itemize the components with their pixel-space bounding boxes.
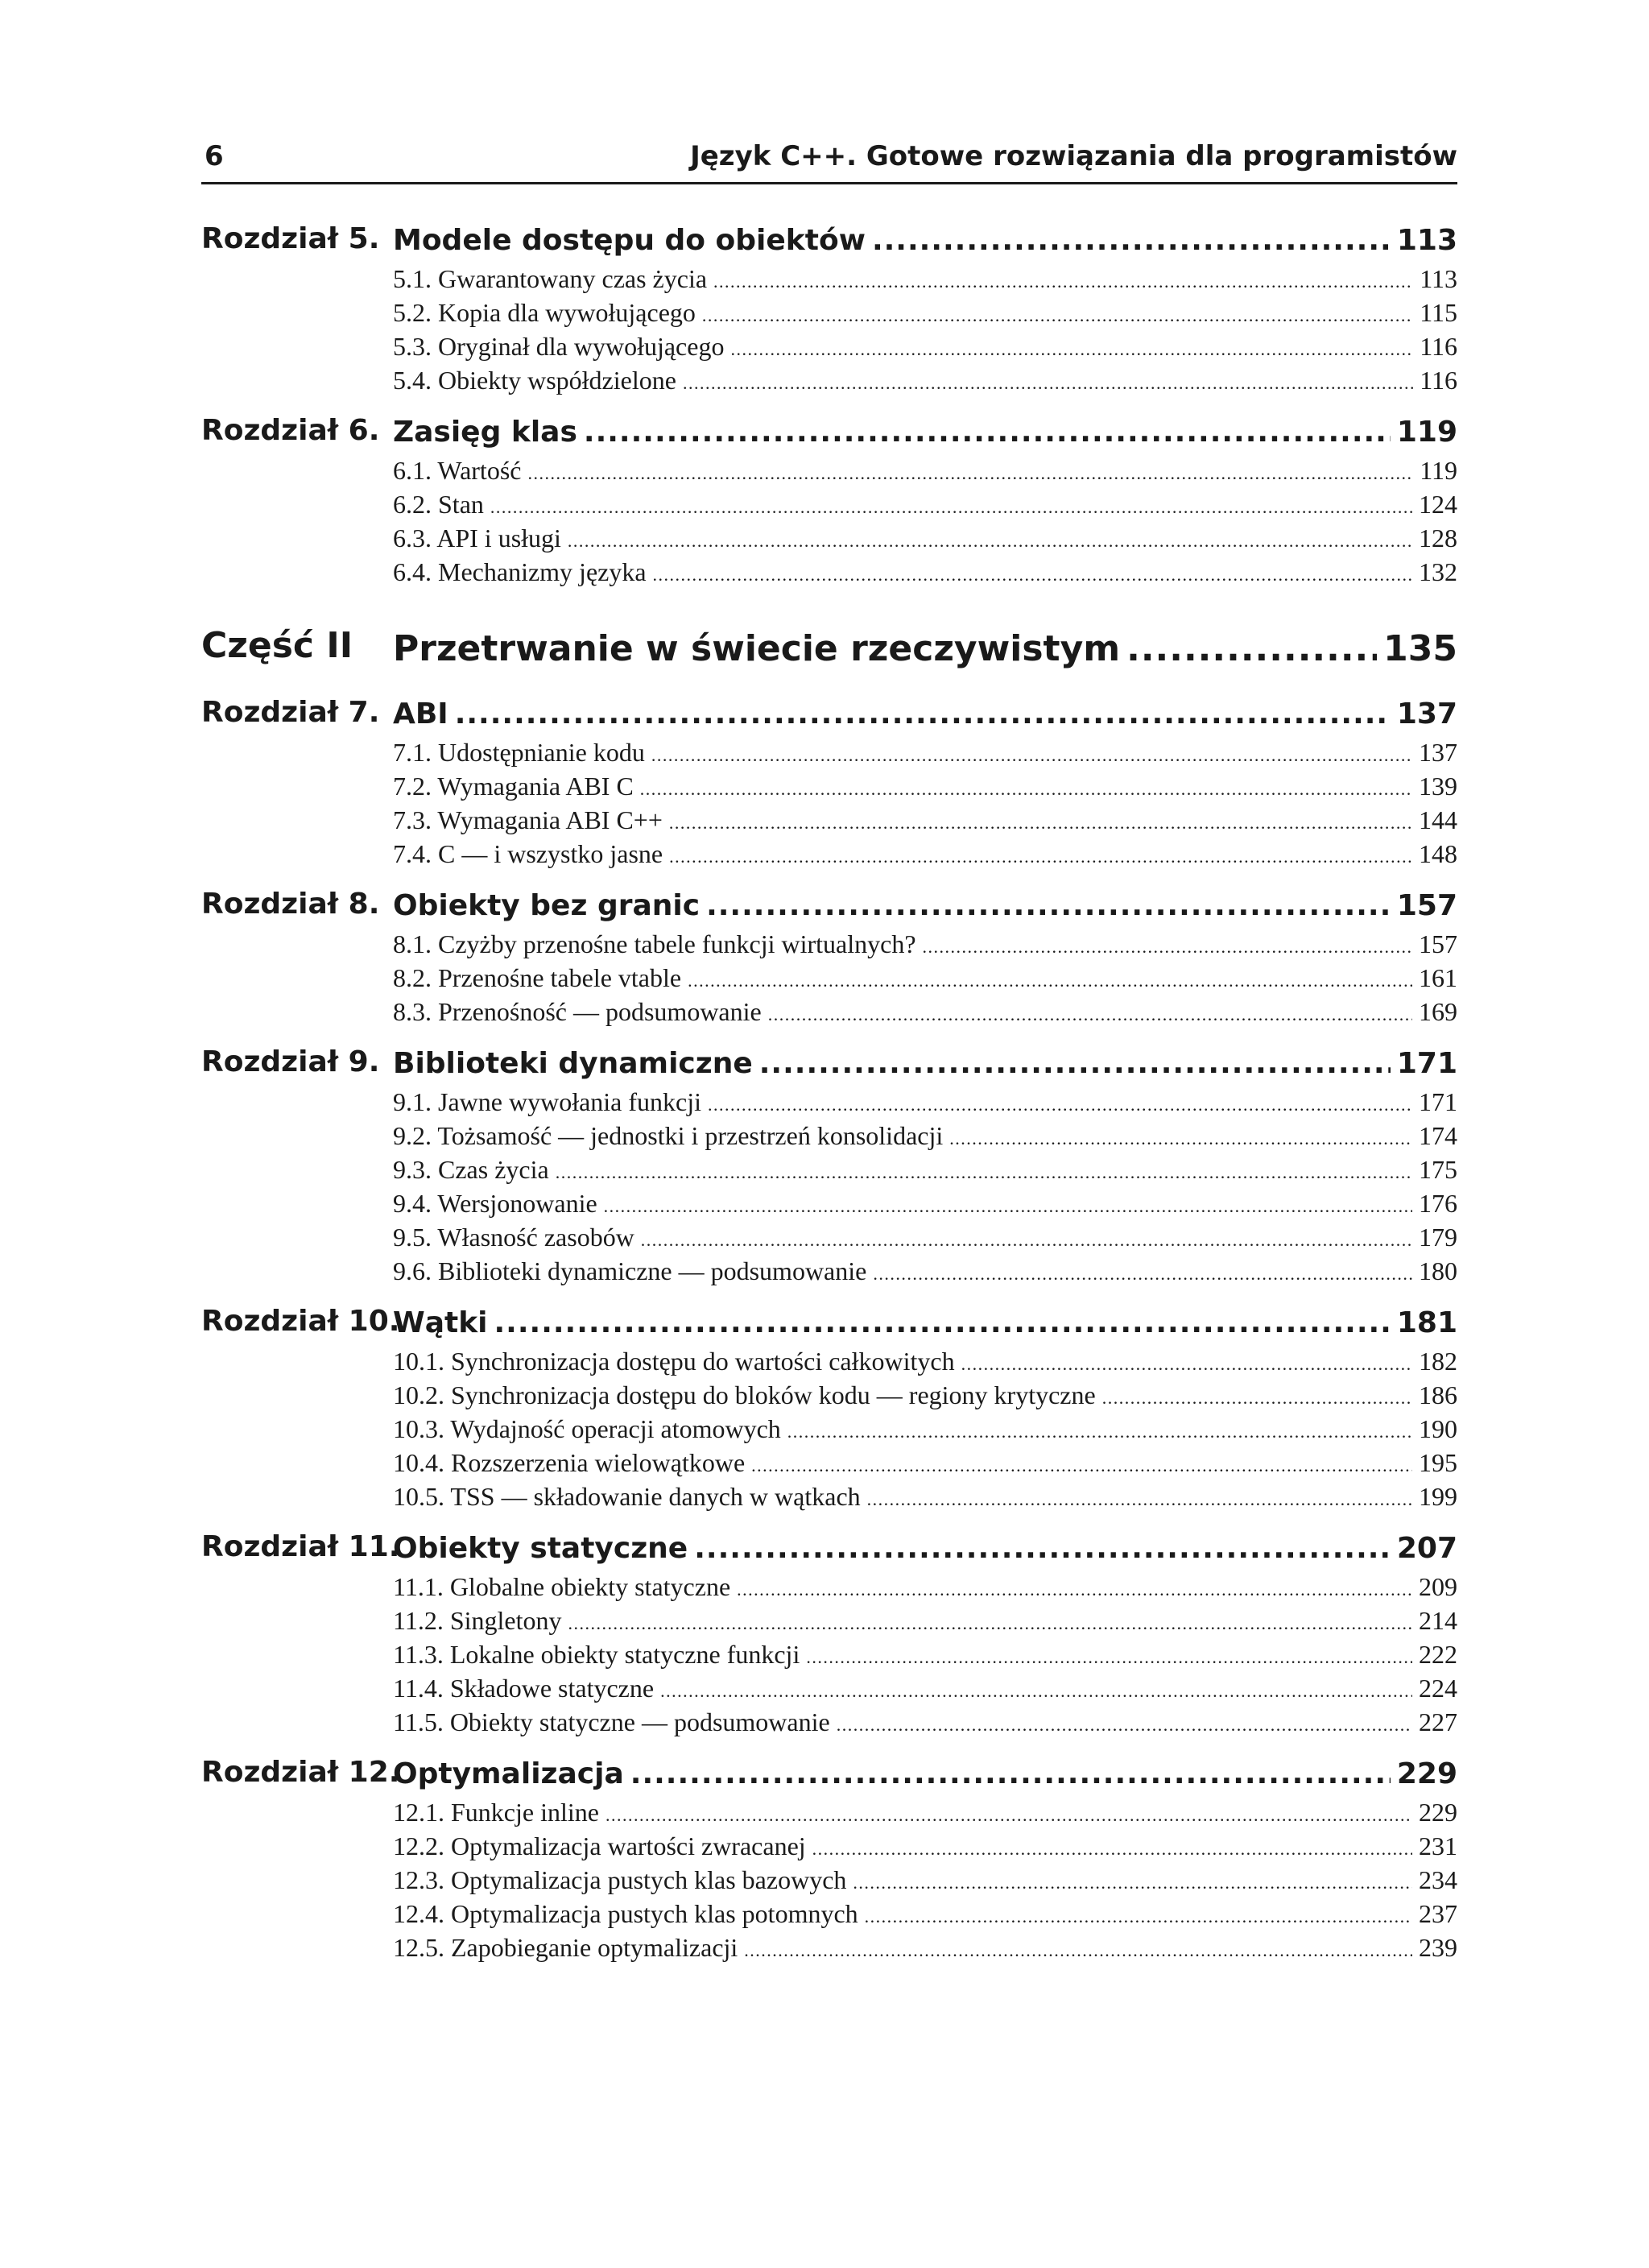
section-page: 195	[1419, 1448, 1457, 1477]
section-page: 113	[1420, 264, 1457, 293]
section-page: 224	[1419, 1674, 1457, 1703]
dot-leader	[949, 1121, 1412, 1151]
dot-leader	[688, 963, 1412, 993]
dot-leader	[694, 1532, 1391, 1565]
dot-leader	[640, 772, 1412, 801]
section-entry[interactable]	[201, 298, 1457, 332]
section-title: 12.3. Optymalizacja pustych klas bazowych	[393, 1865, 847, 1894]
section-page: 161	[1419, 963, 1457, 992]
chapter-label: Rozdział 11.	[201, 1530, 400, 1563]
section-title: 5.3. Oryginał dla wywołującego	[393, 332, 725, 361]
dot-leader	[653, 557, 1412, 587]
dot-leader	[737, 1572, 1412, 1602]
chapter-entry[interactable]	[201, 881, 1457, 929]
dot-leader	[961, 1347, 1412, 1376]
toc-chapter	[201, 1524, 1457, 1741]
chapter-title: Modele dostępu do obiektów	[393, 223, 866, 257]
section-entry[interactable]	[201, 1707, 1457, 1741]
section-page: 231	[1419, 1831, 1457, 1860]
section-title: 11.4. Składowe statyczne	[393, 1674, 655, 1703]
section-title: 8.2. Przenośne tabele vtable	[393, 963, 682, 992]
chapter-entry[interactable]	[201, 1749, 1457, 1798]
section-entry[interactable]	[201, 1223, 1457, 1256]
section-entry[interactable]	[201, 1606, 1457, 1640]
section-page: 190	[1419, 1414, 1457, 1443]
toc-chapter	[201, 689, 1457, 873]
toc-chapter	[201, 408, 1457, 591]
chapter-page: 171	[1396, 1046, 1457, 1080]
section-entry[interactable]	[201, 1798, 1457, 1831]
dot-leader	[568, 1606, 1412, 1636]
section-title: 10.5. TSS — składowanie danych w wątkach	[393, 1482, 861, 1511]
dot-leader	[630, 1757, 1391, 1790]
section-page: 237	[1419, 1899, 1457, 1928]
section-title: 7.1. Udostępnianie kodu	[393, 738, 645, 767]
chapter-entry[interactable]	[201, 1524, 1457, 1572]
section-page: 229	[1419, 1798, 1457, 1827]
section-page: 234	[1419, 1865, 1457, 1894]
section-title: 7.4. C — i wszystko jasne	[393, 839, 663, 868]
section-title: 6.3. API i usługi	[393, 524, 561, 553]
section-title: 6.2. Stan	[393, 490, 484, 519]
section-page: 148	[1419, 839, 1457, 868]
chapter-page: 137	[1396, 697, 1457, 730]
section-entry[interactable]	[201, 332, 1457, 366]
dot-leader	[556, 1155, 1412, 1185]
section-entry[interactable]	[201, 963, 1457, 997]
chapter-title: Wątki	[393, 1306, 488, 1339]
dot-leader	[660, 1674, 1412, 1703]
section-title: 10.3. Wydajność operacji atomowych	[393, 1414, 781, 1443]
chapter-page: 113	[1396, 223, 1457, 257]
section-entry[interactable]	[201, 1087, 1457, 1121]
section-page: 124	[1419, 490, 1457, 519]
section-entry[interactable]	[201, 1933, 1457, 1967]
section-entry[interactable]	[201, 1256, 1457, 1290]
section-title: 5.4. Obiekty współdzielone	[393, 366, 676, 395]
dot-leader	[702, 298, 1413, 328]
section-page: 132	[1419, 557, 1457, 586]
dot-leader	[494, 1306, 1391, 1339]
section-entry[interactable]	[201, 1380, 1457, 1414]
dot-leader	[865, 1899, 1412, 1929]
section-page: 222	[1419, 1640, 1457, 1669]
chapter-page: 207	[1396, 1531, 1457, 1565]
dot-leader	[683, 366, 1413, 395]
chapter-entry[interactable]	[201, 216, 1457, 264]
section-entry[interactable]	[201, 997, 1457, 1031]
dot-leader	[1126, 628, 1377, 669]
chapter-label: Rozdział 9.	[201, 1045, 380, 1078]
chapter-label: Rozdział 5.	[201, 222, 380, 255]
section-page: 139	[1419, 772, 1457, 801]
chapter-label: Rozdział 8.	[201, 888, 380, 921]
section-entry[interactable]	[201, 1189, 1457, 1223]
section-entry[interactable]	[201, 1674, 1457, 1707]
dot-leader	[706, 889, 1391, 922]
section-title: 11.1. Globalne obiekty statyczne	[393, 1572, 731, 1601]
chapter-entry[interactable]	[201, 1298, 1457, 1347]
chapter-page: 157	[1396, 888, 1457, 922]
section-entry[interactable]	[201, 1347, 1457, 1380]
section-title: 9.2. Tożsamość — jednostki i przestrzeń konsolidacji	[393, 1121, 944, 1150]
section-entry[interactable]	[201, 1155, 1457, 1189]
section-page: 144	[1419, 805, 1457, 834]
chapter-page: 229	[1396, 1757, 1457, 1790]
part-label: Część II	[201, 625, 353, 666]
section-title: 5.1. Gwarantowany czas życia	[393, 264, 708, 293]
toc-chapter	[201, 216, 1457, 399]
toc-part	[201, 607, 1457, 689]
section-title: 12.4. Optymalizacja pustych klas potomnych	[393, 1899, 858, 1928]
dot-leader	[1102, 1380, 1412, 1410]
section-entry[interactable]	[201, 557, 1457, 591]
dot-leader	[605, 1798, 1412, 1827]
section-page: 157	[1419, 929, 1457, 958]
chapter-title: Obiekty bez granic	[393, 888, 701, 922]
section-page: 239	[1419, 1933, 1457, 1962]
section-entry[interactable]	[201, 524, 1457, 557]
dot-leader	[872, 224, 1391, 257]
section-title: 9.1. Jawne wywołania funkcji	[393, 1087, 702, 1116]
chapter-label: Rozdział 7.	[201, 696, 380, 729]
chapter-label: Rozdział 12.	[201, 1756, 400, 1789]
dot-leader	[455, 697, 1391, 730]
running-title: Język C++. Gotowe rozwiązania dla programistów	[690, 140, 1457, 172]
section-title: 5.2. Kopia dla wywołującego	[393, 298, 696, 327]
section-title: 10.1. Synchronizacja dostępu do wartości całkowitych	[393, 1347, 955, 1376]
part-title: Przetrwanie w świecie rzeczywistym	[393, 627, 1121, 669]
dot-leader	[604, 1189, 1412, 1219]
dot-leader	[527, 456, 1413, 486]
section-entry[interactable]	[201, 929, 1457, 963]
section-title: 11.2. Singletony	[393, 1606, 562, 1635]
section-page: 176	[1419, 1189, 1457, 1218]
page-number: 6	[205, 140, 224, 172]
section-entry[interactable]	[201, 805, 1457, 839]
section-title: 11.5. Obiekty statyczne — podsumowanie	[393, 1707, 830, 1736]
section-entry[interactable]	[201, 738, 1457, 772]
section-entry[interactable]	[201, 1482, 1457, 1516]
dot-leader	[651, 738, 1412, 768]
toc-chapter	[201, 881, 1457, 1031]
section-title: 11.3. Lokalne obiekty statyczne funkcji	[393, 1640, 800, 1669]
chapter-page: 181	[1396, 1306, 1457, 1339]
section-page: 214	[1419, 1606, 1457, 1635]
section-entry[interactable]	[201, 490, 1457, 524]
section-entry[interactable]	[201, 366, 1457, 399]
section-page: 186	[1419, 1380, 1457, 1409]
section-entry[interactable]	[201, 1899, 1457, 1933]
section-title: 9.3. Czas życia	[393, 1155, 549, 1184]
section-title: 12.5. Zapobieganie optymalizacji	[393, 1933, 738, 1962]
section-title: 12.1. Funkcje inline	[393, 1798, 599, 1827]
table-of-contents	[201, 216, 1457, 1967]
dot-leader	[669, 805, 1412, 835]
section-entry[interactable]	[201, 1572, 1457, 1606]
chapter-label: Rozdział 6.	[201, 414, 380, 447]
page-header	[201, 135, 1457, 184]
toc-chapter	[201, 1749, 1457, 1967]
section-page: 199	[1419, 1482, 1457, 1511]
toc-chapter	[201, 1039, 1457, 1290]
section-page: 182	[1419, 1347, 1457, 1376]
dot-leader	[730, 332, 1413, 362]
dot-leader	[923, 929, 1412, 959]
dot-leader	[713, 264, 1413, 294]
dot-leader	[867, 1482, 1412, 1512]
chapter-title: Biblioteki dynamiczne	[393, 1046, 753, 1080]
part-page: 135	[1383, 627, 1457, 669]
section-entry[interactable]	[201, 1121, 1457, 1155]
chapter-entry[interactable]	[201, 408, 1457, 456]
section-title: 6.1. Wartość	[393, 456, 522, 485]
section-page: 180	[1419, 1256, 1457, 1285]
section-entry[interactable]	[201, 1414, 1457, 1448]
section-entry[interactable]	[201, 264, 1457, 298]
part-entry[interactable]	[201, 607, 1457, 689]
section-title: 12.2. Optymalizacja wartości zwracanej	[393, 1831, 806, 1860]
section-entry[interactable]	[201, 456, 1457, 490]
section-page: 227	[1419, 1707, 1457, 1736]
toc-chapter	[201, 1298, 1457, 1516]
dot-leader	[873, 1256, 1412, 1286]
dot-leader	[787, 1414, 1412, 1444]
section-page: 209	[1419, 1572, 1457, 1601]
dot-leader	[768, 997, 1412, 1027]
section-page: 116	[1420, 332, 1457, 361]
chapter-entry[interactable]	[201, 689, 1457, 738]
dot-leader	[837, 1707, 1412, 1737]
chapter-entry[interactable]	[201, 1039, 1457, 1087]
section-entry[interactable]	[201, 1448, 1457, 1482]
section-title: 9.4. Wersjonowanie	[393, 1189, 597, 1218]
chapter-title: Obiekty statyczne	[393, 1531, 688, 1565]
section-entry[interactable]	[201, 839, 1457, 873]
section-title: 7.3. Wymagania ABI C++	[393, 805, 663, 834]
dot-leader	[806, 1640, 1412, 1670]
dot-leader	[812, 1831, 1412, 1861]
section-page: 128	[1419, 524, 1457, 553]
section-entry[interactable]	[201, 1640, 1457, 1674]
dot-leader	[708, 1087, 1412, 1117]
section-entry[interactable]	[201, 1865, 1457, 1899]
section-page: 115	[1420, 298, 1457, 327]
section-page: 174	[1419, 1121, 1457, 1150]
dot-leader	[751, 1448, 1412, 1478]
section-title: 7.2. Wymagania ABI C	[393, 772, 634, 801]
section-page: 137	[1419, 738, 1457, 767]
section-page: 179	[1419, 1223, 1457, 1252]
chapter-title: Zasięg klas	[393, 415, 577, 449]
section-title: 10.2. Synchronizacja dostępu do bloków kodu — regiony krytyczne	[393, 1380, 1096, 1409]
dot-leader	[568, 524, 1412, 553]
section-page: 169	[1419, 997, 1457, 1026]
section-page: 175	[1419, 1155, 1457, 1184]
section-title: 9.5. Własność zasobów	[393, 1223, 634, 1252]
dot-leader	[853, 1865, 1412, 1895]
chapter-title: ABI	[393, 697, 448, 730]
dot-leader	[584, 416, 1391, 449]
section-title: 8.3. Przenośność — podsumowanie	[393, 997, 762, 1026]
section-title: 10.4. Rozszerzenia wielowątkowe	[393, 1448, 746, 1477]
dot-leader	[490, 490, 1412, 519]
section-title: 8.1. Czyżby przenośne tabele funkcji wirtualnych?	[393, 929, 916, 958]
dot-leader	[641, 1223, 1412, 1252]
dot-leader	[759, 1047, 1391, 1080]
dot-leader	[669, 839, 1412, 869]
chapter-page: 119	[1396, 415, 1457, 449]
chapter-title: Optymalizacja	[393, 1757, 624, 1790]
section-page: 116	[1420, 366, 1457, 395]
section-entry[interactable]	[201, 772, 1457, 805]
section-title: 9.6. Biblioteki dynamiczne — podsumowanie	[393, 1256, 867, 1285]
chapter-label: Rozdział 10.	[201, 1305, 400, 1338]
section-entry[interactable]	[201, 1831, 1457, 1865]
dot-leader	[744, 1933, 1412, 1963]
section-page: 171	[1419, 1087, 1457, 1116]
section-title: 6.4. Mechanizmy języka	[393, 557, 647, 586]
section-page: 119	[1420, 456, 1457, 485]
